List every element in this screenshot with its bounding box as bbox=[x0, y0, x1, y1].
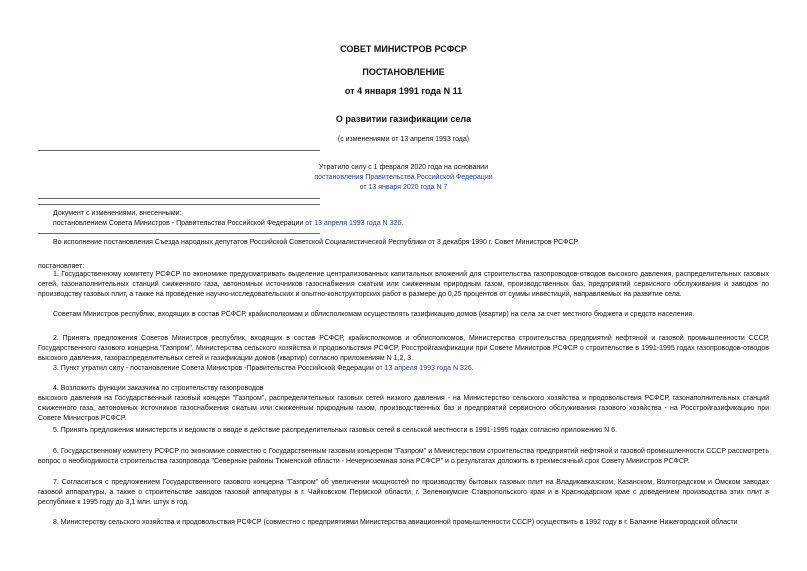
validity-link-line2[interactable]: от 13 января 2020 года N 7 bbox=[359, 184, 448, 191]
amendment-note: (с изменениями от 13 апреля 1993 года) bbox=[337, 136, 470, 143]
validity-link-line1[interactable]: постановления Правительства Российской Федерации bbox=[314, 174, 493, 181]
paragraph-4-head: 4. Возложить функции заказчика по строительству газопроводов bbox=[53, 385, 264, 392]
divider-line bbox=[38, 198, 320, 199]
divider-line bbox=[38, 204, 320, 205]
organization-heading: СОВЕТ МИНИСТРОВ РСФСР bbox=[340, 44, 467, 54]
document-type-heading: ПОСТАНОВЛЕНИЕ bbox=[362, 67, 445, 77]
changes-entry-link[interactable]: от 13 апреля 1993 года N 326 bbox=[305, 220, 402, 227]
validity-note: Утратило силу с 1 февраля 2020 года на основании bbox=[318, 164, 489, 171]
divider-line bbox=[38, 233, 320, 234]
decree-word: постановляет: bbox=[38, 263, 85, 270]
paragraph-4-body: высокого давления на Государственный газовый концерн "Газпром", распределительных газовых сетей низкого давления - на Министерство сельского хозяйства и продовольствия РСФСР, газонаполнительных станций сжиженного газа, автономных источников газоснабжения сжатым или сжиженным природным газом, производственных баз и предприятий сервисного обслуживания газового хозяйства - на Росстройгазификацию при Совете Министров РСФСР. bbox=[38, 395, 769, 422]
paragraph-6: 6. Государственному комитету РСФСР по экономике совместно с Государственным газовым концерном "Газпром" и Министерством строительства предприятий нефтяной и газовой промышленности СССР рассмотреть вопрос о необходимости строительства газопровода "Северные районы Тюменской области - Нечерноземная зона РСФСР" и о результатах доложить в трехмесячный срок Совету Министров РСФСР. bbox=[38, 448, 769, 465]
changes-entry-end: . bbox=[401, 220, 404, 227]
document-title: О развитии газификации села bbox=[335, 114, 472, 124]
paragraph-3-end: . bbox=[471, 365, 474, 372]
paragraph-3 bbox=[53, 364, 474, 374]
divider-line bbox=[38, 150, 320, 151]
paragraph-5: 5. Принять предложения министерств и ведомств о вводе в действие распределительных газовых сетей в сельской местности в 1991-1995 годах согласно приложению N 6. bbox=[53, 427, 618, 434]
paragraph-8: 8. Министерству сельского хозяйства и продовольствия РСФСР (совместно с предприятиями Министерства авиационной промышленности СССР) осуществить в 1992 году в г. Балахне Нижегородской области bbox=[53, 519, 738, 526]
changes-entry bbox=[53, 219, 403, 229]
preamble: Во исполнение постановления Съезда народных депутатов Российской Советской Социалистической Республики от 3 декабря 1990 г. Совет Министров РСФСР bbox=[53, 239, 579, 246]
paragraph-3-text: 3. Пункт утратил силу - постановление Совета Министров -Правительства Российской Федерации bbox=[53, 365, 376, 372]
document-date: от 4 января 1991 года N 11 bbox=[344, 86, 463, 96]
paragraph-1b: Советам Министров республик, входящих в состав РСФСР, крайисполкомам и облисполкомам осуществлять газификацию домов (квартир) на села за счет местного бюджета и средств населения. bbox=[53, 311, 695, 318]
paragraph-3-link[interactable]: от 13 апреля 1993 года N 326 bbox=[375, 365, 472, 372]
changes-heading: Документ с изменениями, внесенными: bbox=[53, 210, 182, 217]
paragraph-1: 1. Государственному комитету РСФСР по экономике предусматривать выделение централизованных капитальных вложений для строительства газопроводов-отводов высокого давления, распределительных газовых сетей, газонаполнительных станций сжиженного газа, автономных источников газоснабжения сжатым или сжиженным природным газом, производственных баз, предприятий сервисного обслуживания и заводов по производству газовых плит, а также на проведение научно-исследовательских и опытно-конструкторских работ в размере до 0,25 процентов от суммы инвестиций, направляемых на развитие села. bbox=[38, 271, 769, 298]
paragraph-7: 7. Согласиться с предложением Государственного газового концерна "Газпром" об увеличении мощностей по производству бытовых газовых плит на Владикавказском, Казанском, Волгоградском и Омском заводах газовой аппаратуры, а также о строительстве заводов газовой аппаратуры в г. Чайковском Пермской области, г. Зеленокумске Ставропольского края и в Краснодарском крае с доведением производства этих плит в республике к 1995 году до 3,1 млн. штук в год. bbox=[38, 479, 769, 506]
paragraph-2: 2. Принять предложения Советов Министров республик, входящих в состав РСФСР, крайисполкомов и облисполкомов, Министерства строительства предприятий нефтяной и газовой промышленности СССР, Государственного газового концерна "Газпром", Министерства сельского хозяйства и продовольствия РСФСР, Росстройгазификации при Совете Министров РСФСР о строительстве в 1991-1995 годах газопроводов-отводов высокого давления, газораспределительных сетей и газификации домов (квартир) согласно приложениям N 1,2, 3. bbox=[38, 335, 769, 362]
changes-entry-text: постановлением Совета Министров - Правительства Российской Федерации bbox=[53, 220, 306, 227]
